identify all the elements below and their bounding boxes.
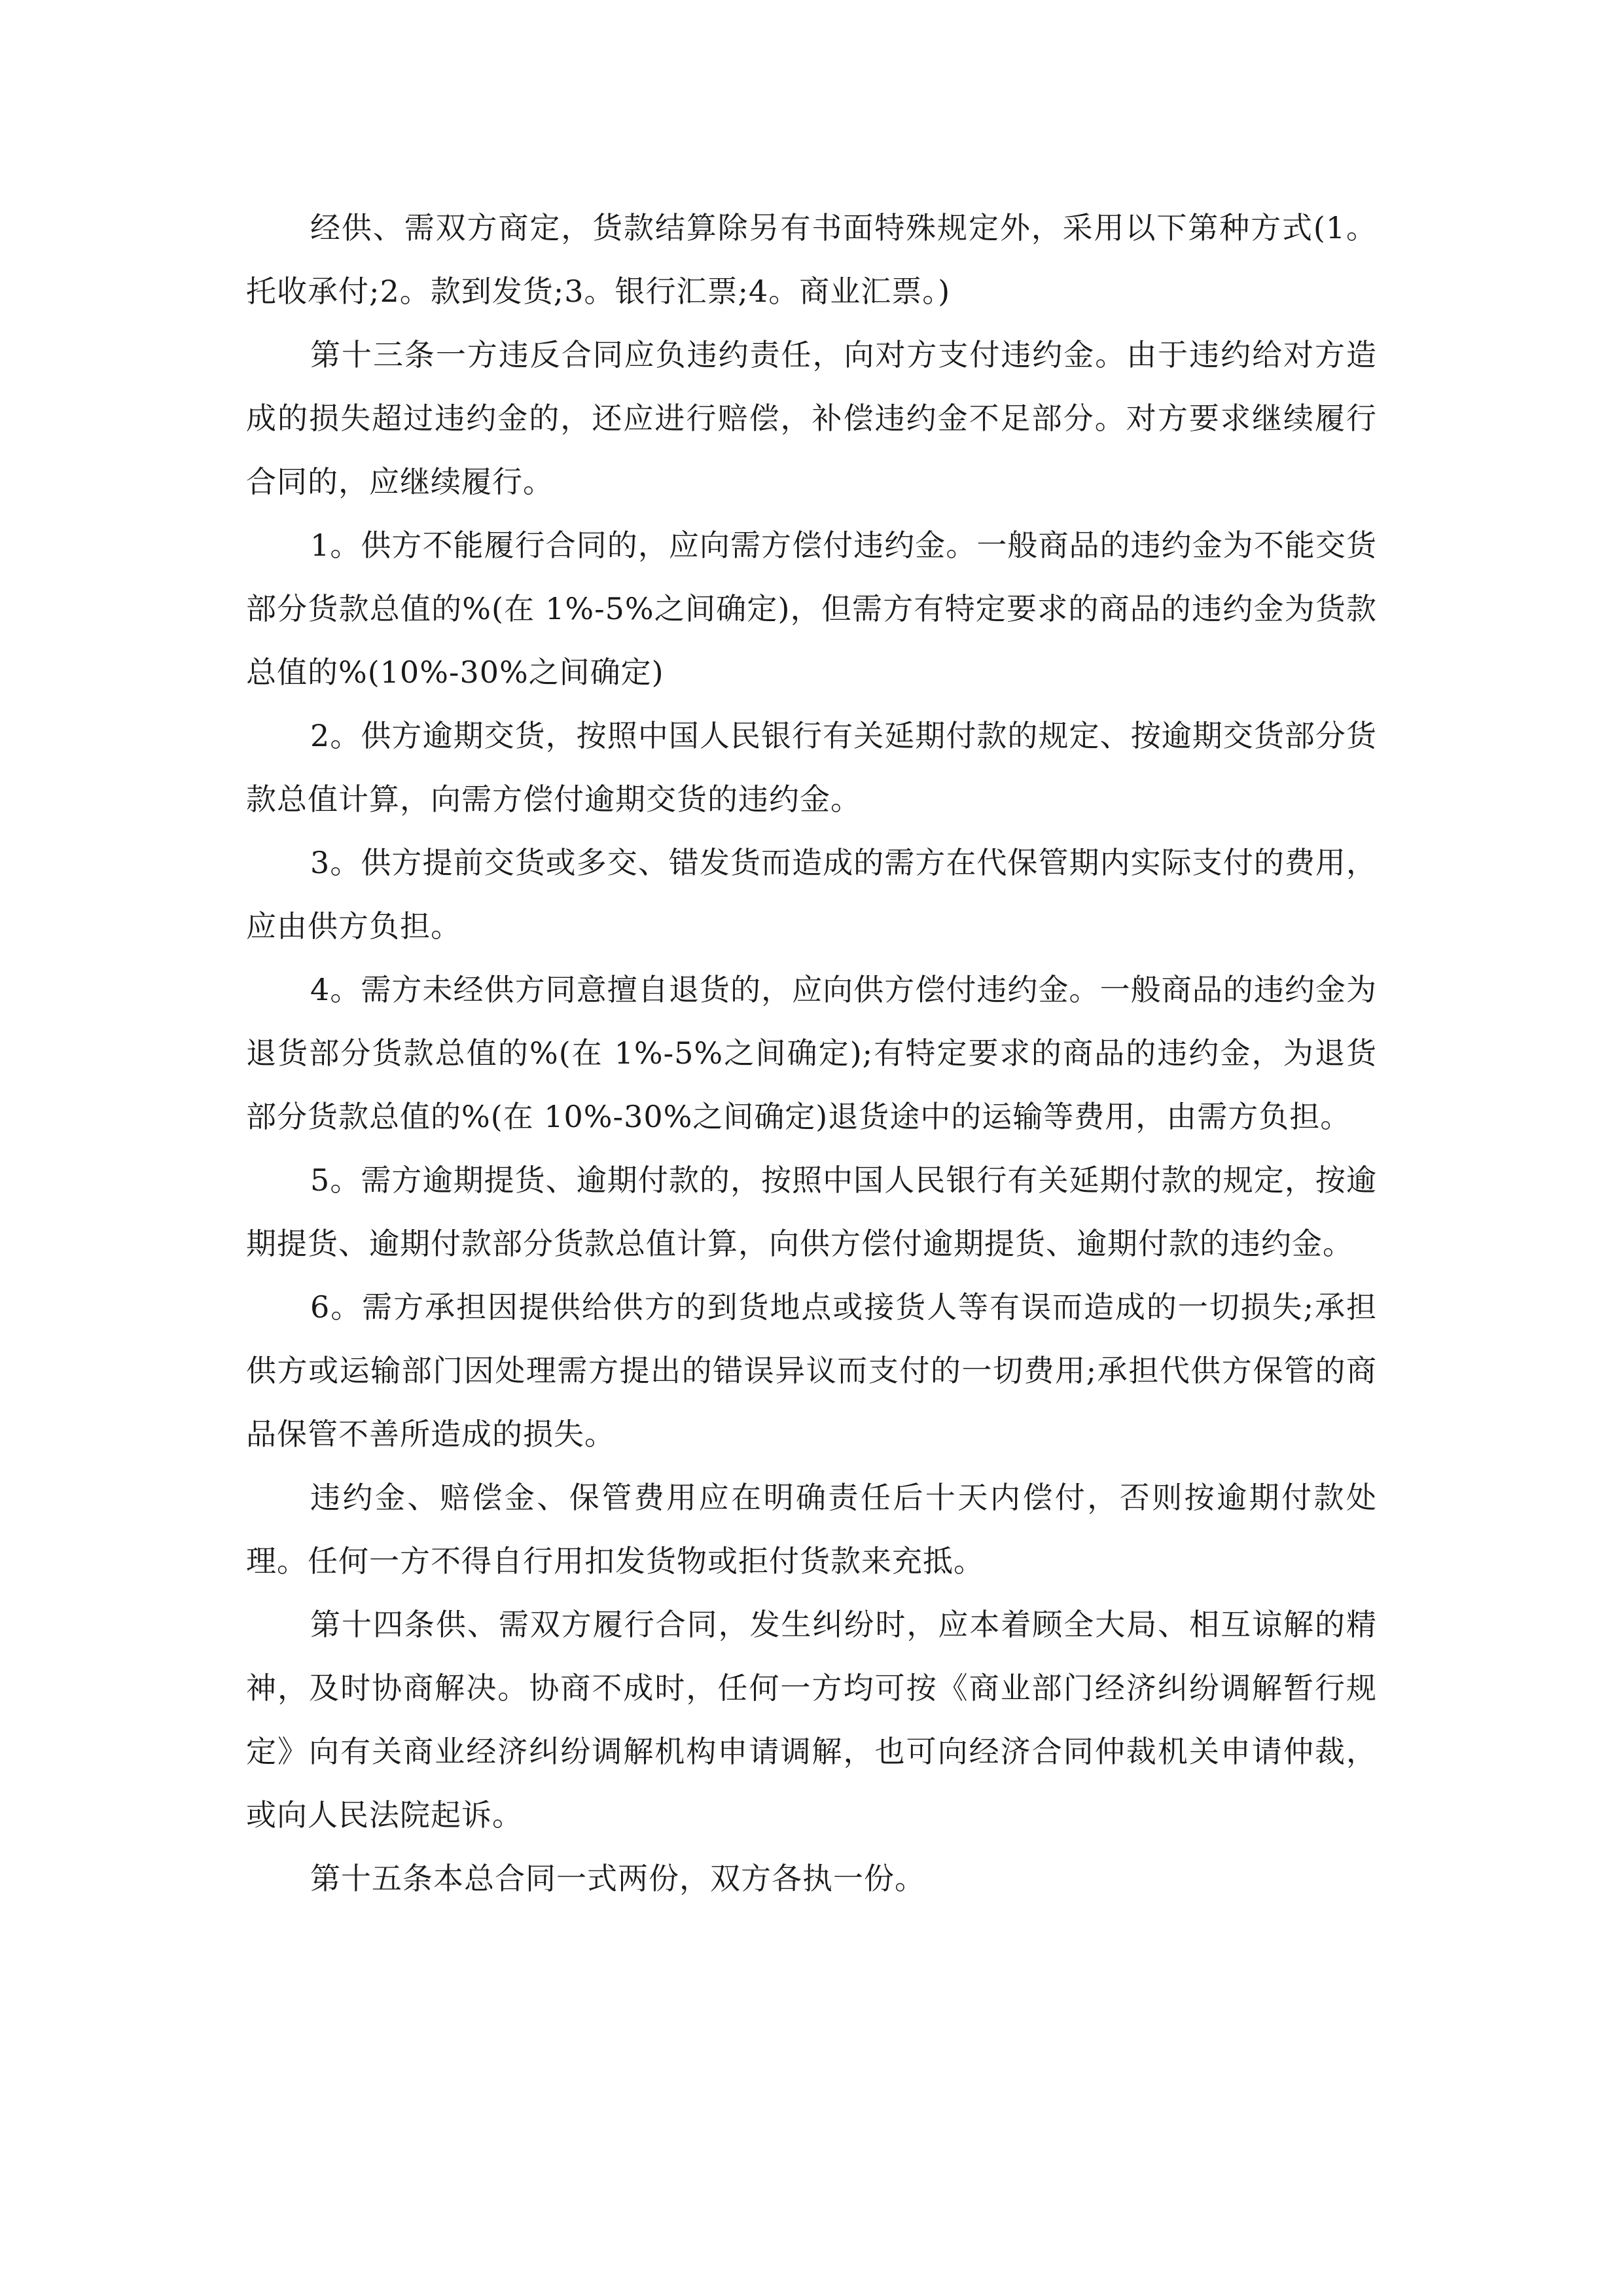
paragraph-clause-5: 5。需方逾期提货、逾期付款的，按照中国人民银行有关延期付款的规定，按逾期提货、逾期付款部分货款总值计算，向供方偿付逾期提货、逾期付款的违约金。: [246, 1162, 1377, 1261]
paragraph-clause-2: 2。供方逾期交货，按照中国人民银行有关延期付款的规定、按逾期交货部分货款总值计算，向需方偿付逾期交货的违约金。: [246, 718, 1377, 817]
paragraph-clause-1: 1。供方不能履行合同的，应向需方偿付违约金。一般商品的违约金为不能交货部分货款总值的%(在 1%-5%之间确定)，但需方有特定要求的商品的违约金为货款总值的%(10%-30%之间确定): [246, 528, 1377, 690]
paragraph-penalty-payment: 违约金、赔偿金、保管费用应在明确责任后十天内偿付，否则按逾期付款处理。任何一方不得自行用扣发货物或拒付货款来充抵。: [246, 1480, 1377, 1579]
paragraph-clause-4: 4。需方未经供方同意擅自退货的，应向供方偿付违约金。一般商品的违约金为退货部分货款总值的%(在 1%-5%之间确定);有特定要求的商品的违约金，为退货部分货款总值的%(在 10%-30%之间确定)退货途中的运输等费用，由需方负担。: [246, 972, 1377, 1134]
paragraph-article-14: 第十四条供、需双方履行合同，发生纠纷时，应本着顾全大局、相互谅解的精神，及时协商解决。协商不成时，任何一方均可按《商业部门经济纠纷调解暂行规定》向有关商业经济纠纷调解机构申请调解，也可向经济合同仲裁机关申请仲裁，或向人民法院起诉。: [246, 1607, 1377, 1833]
paragraph-payment-method: 经供、需双方商定，货款结算除另有书面特殊规定外，采用以下第种方式(1。托收承付;2。款到发货;3。银行汇票;4。商业汇票。): [246, 210, 1377, 309]
paragraph-clause-3: 3。供方提前交货或多交、错发货而造成的需方在代保管期内实际支付的费用，应由供方负担。: [246, 845, 1377, 944]
paragraph-article-15: 第十五条本总合同一式两份，双方各执一份。: [310, 1861, 925, 1896]
paragraph-article-13: 第十三条一方违反合同应负违约责任，向对方支付违约金。由于违约给对方造成的损失超过违约金的，还应进行赔偿，补偿违约金不足部分。对方要求继续履行合同的，应继续履行。: [246, 337, 1377, 499]
paragraph-clause-6: 6。需方承担因提供给供方的到货地点或接货人等有误而造成的一切损失;承担供方或运输部门因处理需方提出的错误异议而支付的一切费用;承担代供方保管的商品保管不善所造成的损失。: [246, 1289, 1377, 1452]
document-body: [246, 196, 1377, 1910]
